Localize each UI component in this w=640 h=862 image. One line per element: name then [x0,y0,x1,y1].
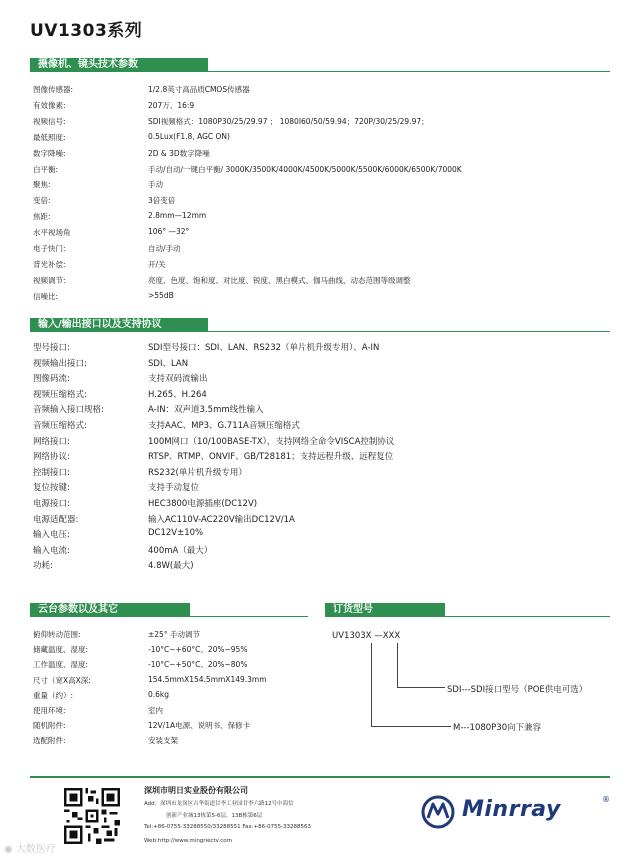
spec-label: 使用环境: [33,706,66,715]
spec-label: 电源接口: [33,499,70,509]
spec-label: 俯仰转动范围: [33,630,81,639]
order-model: UV1303X —XXX [332,631,401,641]
spec-label: 白平衡: [33,164,59,174]
spec-label: 视频输出接口: [33,358,87,369]
order-bracket-m [371,643,451,727]
spec-label: 电子快门: [33,244,66,253]
spec-value: 支持双码流输出 [148,374,208,385]
spec-value: -10°C~+60°C、20%~95% [148,645,248,655]
spec-value: 154.5mmX154.5mmX149.3mm [148,674,267,684]
spec-value: 开/关 [148,259,166,269]
spec-value: 207万、16:9 [148,100,195,110]
spec-value: 室内 [148,706,163,715]
spec-value: 亮度、色度、饱和度、对比度、锐度、黑白模式、伽马曲线、动态范围等级调整 [148,275,411,285]
watermark [4,840,56,855]
spec-value: ±25° 手动调节 [148,630,200,639]
spec-label: 网络接口: [33,436,70,447]
spec-label: 聚焦: [33,180,51,190]
spec-label: 最低照度: [33,132,66,142]
spec-label: 图像传感器: [33,85,74,94]
spec-value: 2D & 3D数字降噪 [148,148,210,158]
spec-label: 输入电压: [33,530,70,541]
company-address-2: 创新产业城13栋第5-6层，13B栋第6层 [166,813,263,819]
spec-value: RTSP、RTMP、ONVIF、GB/T28181；支持远程升级、远程复位 [148,452,394,463]
spec-value: 0.6kg [148,689,170,699]
qr-code-icon [64,788,120,844]
section-io-heading [30,318,208,332]
registered-mark: ® [602,795,610,804]
spec-label: 视频压缩格式: [33,389,87,400]
spec-label: 图像码流: [33,374,70,385]
section-io-heading-text: 输入/输出接口以及支持协议 [38,319,162,330]
spec-value: 输入AC110V-AC220V输出DC12V/1A [148,514,295,525]
spec-label: 复位按键: [33,483,70,494]
company-name: 深圳市明日实业股份有限公司 [144,786,248,795]
section-order-heading [325,603,445,617]
company-phone: Tel:+86-0755-33288550/33288551 Fax:+86-0755-33288563 [144,824,312,830]
brand-name: Minrray [462,797,561,822]
spec-value: DC12V±10% [148,528,204,539]
spec-label: 背光补偿: [33,259,66,269]
spec-value: 2.8mm—12mm [148,211,207,221]
section-camera-heading-text: 摄像机、镜头技术参数 [38,59,138,70]
page-title: UV1303系列 [30,21,143,41]
spec-label: 尺寸（宽X高X深: [33,675,91,685]
spec-value: RS232(单片机升级专用） [148,467,247,478]
spec-value: 106° —32° [148,227,190,237]
spec-value: HEC3800电源插座(DC12V) [148,499,258,509]
brand-logo [420,794,620,834]
spec-label: 重量（约）: [33,690,74,700]
spec-value: 100M网口（10/100BASE-TX），支持网络全命令VISCA控制协议 [148,436,395,447]
spec-label: 功耗: [33,561,53,572]
spec-value: 1/2.8英寸高品质CMOS传感器 [148,85,250,94]
spec-value: SDI视频格式：1080P30/25/29.97 ； 1080I60/50/59.94；720P/30/25/29.97； [148,116,429,126]
spec-label: 水平视场角 [33,228,71,238]
spec-value: 4.8W(最大) [148,561,194,572]
divider [30,616,308,617]
company-address: Add：深圳市龙岗区吉华街道甘李工业园甘李六路12号中海信 [144,801,294,807]
spec-label: 电源适配器: [33,514,79,525]
spec-label: 变倍: [33,196,51,206]
spec-label: 焦距: [33,212,51,222]
spec-label: 数字降噪: [33,148,66,158]
spec-label: 工作温度、湿度: [33,660,89,670]
order-option-m: M---1080P30向下兼容 [453,723,542,733]
spec-value: SDI型号接口：SDI、LAN、RS232（单片机升级专用）、A-IN [148,343,380,353]
section-order-heading-text: 订货型号 [333,604,373,615]
divider [325,616,610,617]
spec-label: 输入电流: [33,545,70,556]
spec-value: 3倍变倍 [148,196,176,206]
spec-label: 有效像素: [33,100,66,110]
spec-label: 型号接口: [33,343,70,353]
divider [30,331,610,332]
spec-label: 随机附件: [33,721,66,731]
footer-divider [30,776,610,778]
spec-value: SDI、LAN [148,358,189,369]
spec-value: 支持手动复位 [148,483,200,494]
divider [30,71,610,72]
spec-label: 音频压缩格式: [33,421,87,431]
watermark-icon: ◉ [4,844,16,855]
spec-label: 视频信号: [33,116,66,126]
spec-value: 自动/手动 [148,244,181,253]
spec-label: 网络协议: [33,452,70,463]
watermark-text: 大数医疗 [15,844,56,855]
spec-value: 手动 [148,180,163,190]
spec-value: -10°C~+50°C、20%~80% [148,660,248,670]
spec-label: 控制接口: [33,467,70,478]
spec-value: 安装支架 [148,736,178,746]
section-camera-heading [30,58,208,72]
spec-label: 储藏温度、湿度: [33,645,89,655]
section-ptz-heading [30,603,190,617]
spec-label: 信噪比: [33,291,59,301]
spec-value: 手动/自动/一键白平衡/ 3000K/3500K/4000K/4500K/5000K/5500K/6000K/6500K/7000K [148,164,462,174]
spec-value: 支持AAC、MP3、G.711A音频压缩格式 [148,421,300,431]
order-option-sdi: SDI---SDI接口型号（POE供电可选） [447,685,588,695]
spec-label: 视频调节: [33,275,66,285]
spec-value: 400mA（最大） [148,545,213,556]
spec-label: 音频输入接口规格: [33,405,104,416]
spec-value: >55dB [148,290,174,300]
spec-label: 选配附件: [33,736,66,746]
spec-value: 0.5Lux(F1.8, AGC ON) [148,131,230,141]
section-ptz-heading-text: 云台参数以及其它 [38,604,118,615]
spec-value: 12V/1A电源、说明书、保修卡 [148,721,251,731]
company-website: Web:http://www.mingriectv.com [144,838,232,844]
spec-value: A-IN：双声道3.5mm线性输入 [148,405,264,416]
spec-value: H.265、H.264 [148,389,207,400]
